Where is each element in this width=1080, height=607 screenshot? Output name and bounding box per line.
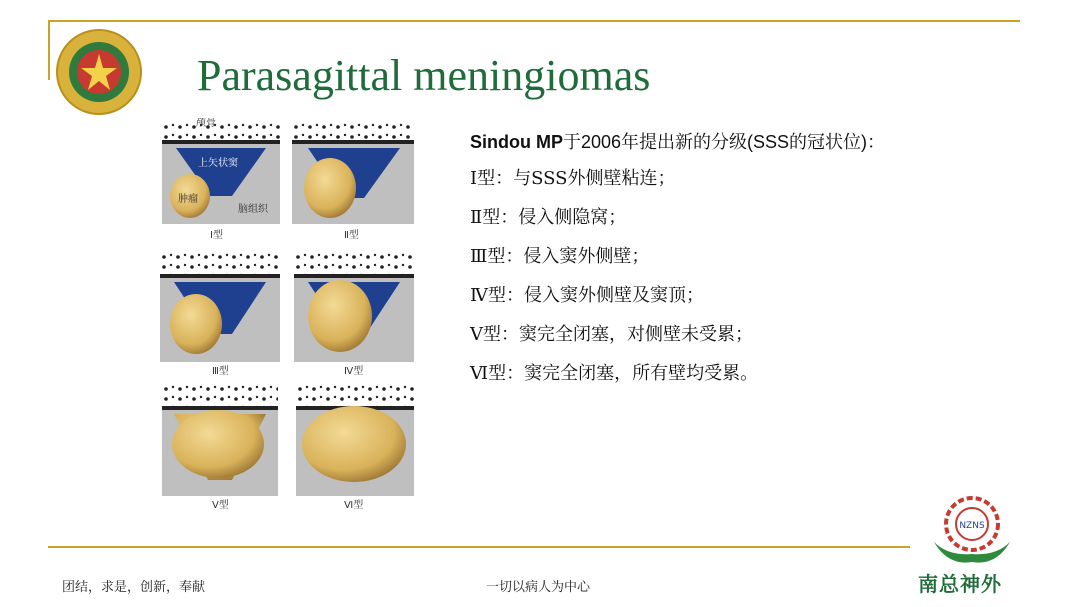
top-rule	[48, 20, 1020, 22]
item-label: Ⅲ型	[470, 246, 506, 267]
bottom-rule	[48, 546, 910, 548]
list-item	[470, 322, 1030, 348]
item-label: Ⅱ型	[470, 207, 501, 228]
panel-label-3: Ⅲ型	[212, 366, 229, 377]
panel-type-4	[294, 252, 414, 362]
panel-label-4: Ⅳ型	[344, 366, 364, 377]
department-logo-icon	[926, 496, 1018, 570]
list-item	[470, 244, 1030, 270]
panel-type-2	[292, 122, 414, 224]
panel-label-2: Ⅱ型	[344, 230, 359, 241]
item-text: ：侵入侧隐窝；	[500, 207, 627, 228]
list-item	[470, 283, 1030, 309]
list-item	[470, 166, 1030, 192]
label-brain: 脑组织	[238, 204, 268, 215]
item-label: Ⅰ型	[470, 168, 496, 189]
hospital-emblem-icon	[55, 28, 143, 116]
slide-title: Parasagittal meningiomas	[197, 51, 651, 100]
list-item	[470, 361, 1030, 387]
heading-description: 于2006年提出新的分级(SSS的冠状位)：	[563, 132, 886, 152]
heading-author: Sindou MP	[470, 132, 563, 152]
classification-figure	[158, 118, 426, 518]
label-skull: 颅骨	[196, 118, 216, 129]
panel-label-6: Ⅵ型	[344, 500, 364, 511]
footer-motto: 团结，求是，创新，奉献	[62, 580, 206, 595]
item-label: Ⅵ型	[470, 363, 507, 384]
item-text: ：侵入窦外侧壁；	[505, 246, 650, 267]
list-item	[470, 205, 1030, 231]
panel-label-5: Ⅴ型	[212, 500, 229, 511]
logo-text: NZNS	[959, 521, 985, 531]
panel-type-6	[296, 384, 414, 496]
footer-slogan: 一切以病人为中心	[486, 580, 591, 595]
left-rule	[48, 20, 50, 80]
item-label: Ⅳ型	[470, 285, 506, 306]
item-text: ：窦完全闭塞，对侧壁未受累；	[501, 324, 753, 345]
label-tumor: 肿瘤	[178, 194, 198, 205]
classification-heading	[470, 128, 1030, 154]
item-text: ：侵入窦外侧壁及窦顶；	[505, 285, 704, 306]
panel-type-3	[160, 252, 280, 362]
panel-type-5	[162, 384, 278, 496]
item-text: ：与SSS外侧壁粘连；	[495, 168, 676, 189]
item-text: ：窦完全闭塞，所有壁均受累。	[506, 363, 759, 384]
brand-name: 南总神外	[918, 572, 1002, 596]
classification-text	[470, 128, 1030, 400]
panel-label-1: Ⅰ型	[210, 230, 223, 241]
label-sinus: 上矢状窦	[198, 158, 238, 169]
item-label: Ⅴ型	[470, 324, 501, 345]
